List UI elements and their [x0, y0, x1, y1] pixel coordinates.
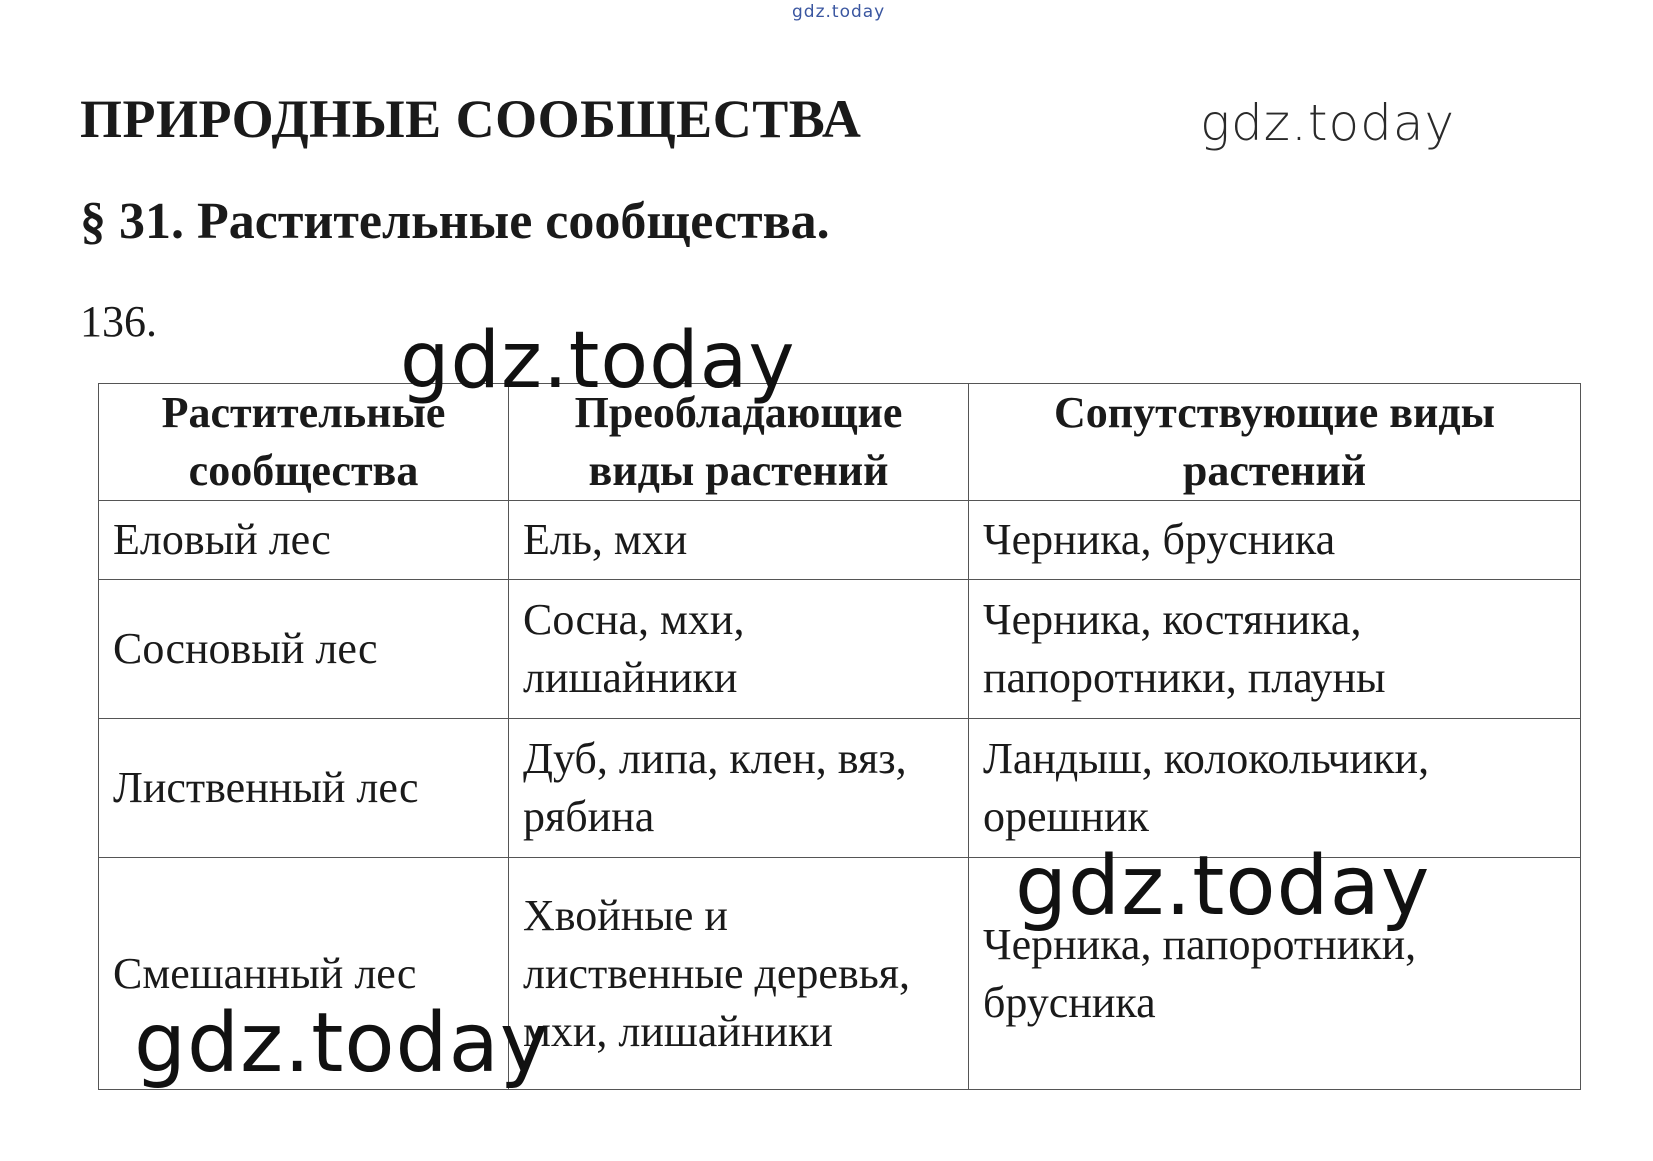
watermark-top: gdz.today: [792, 2, 886, 22]
plant-communities-table: [98, 383, 1581, 1090]
watermark: gdz.today: [1200, 94, 1456, 152]
header-cell: Растительные сообщества: [99, 384, 509, 501]
table-cell: Черника, костяника, папоротники, плауны: [969, 580, 1581, 719]
table-cell: Лиственный лес: [99, 719, 509, 858]
watermark: gdz.today: [1015, 839, 1431, 934]
header-cell: Преобладающие виды растений: [509, 384, 969, 501]
table-cell: Ландыш, колокольчики, орешник: [969, 719, 1581, 858]
table-cell: Черника, папоротники, брусника: [969, 858, 1581, 1090]
table-header-row: [99, 384, 1581, 501]
table-cell: Дуб, липа, клен, вяз, рябина: [509, 719, 969, 858]
table-cell: Ель, мхи: [509, 501, 969, 580]
table-cell: Еловый лес: [99, 501, 509, 580]
task-number: 136.: [80, 297, 157, 346]
header-cell: Сопутствующие виды растений: [969, 384, 1581, 501]
table-cell: Черника, брусника: [969, 501, 1581, 580]
table-cell: Сосновый лес: [99, 580, 509, 719]
watermark: gdz.today: [134, 996, 550, 1091]
table-row: [99, 580, 1581, 719]
section-title: § 31. Растительные сообщества.: [80, 193, 830, 250]
watermark: gdz.today: [400, 316, 796, 406]
table-row: [99, 719, 1581, 858]
table-row: [99, 501, 1581, 580]
table-cell: Сосна, мхи, лишайники: [509, 580, 969, 719]
chapter-title: ПРИРОДНЫЕ СООБЩЕСТВА: [80, 89, 862, 149]
table-cell: Смешанный лес: [99, 858, 509, 1090]
table-cell: Хвойные и лиственные деревья, мхи, лишайники: [509, 858, 969, 1090]
